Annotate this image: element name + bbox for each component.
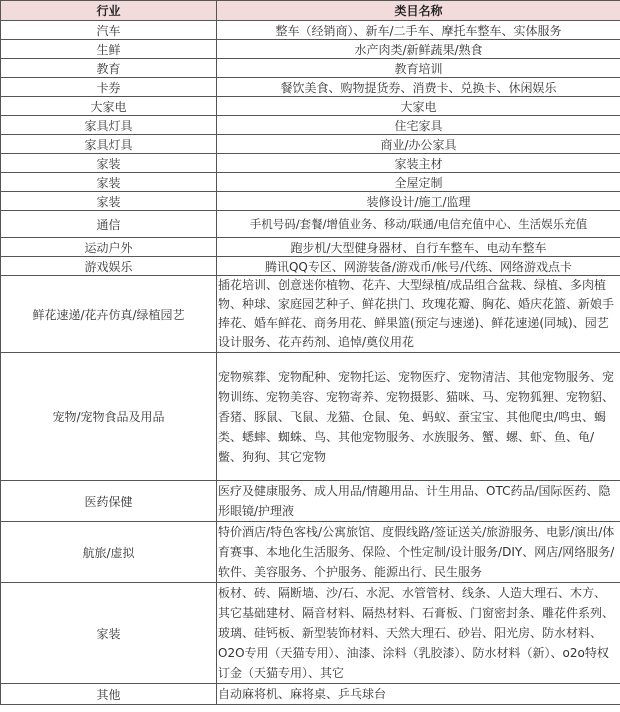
category-cell: 自动麻将机、麻将桌、乒乓球台 — [217, 684, 620, 705]
category-cell: 手机号码/套餐/增值业务、移动/联通/电信充值中心、生活娱乐充值 — [217, 211, 620, 238]
industry-cell: 家装 — [1, 583, 217, 684]
table-row — [1, 684, 620, 705]
table-row — [1, 353, 620, 481]
category-cell: 餐饮美食、购物提货券、消费卡、兑换卡、休闲娱乐 — [217, 78, 620, 97]
table-row — [1, 154, 620, 173]
industry-cell: 家装 — [1, 154, 217, 173]
category-cell: 教育培训 — [217, 59, 620, 78]
category-cell: 家装主材 — [217, 154, 620, 173]
industry-cell: 家装 — [1, 192, 217, 211]
table-row — [1, 257, 620, 276]
table-row — [1, 192, 620, 211]
header-category: 类目名称 — [217, 1, 620, 21]
industry-cell: 运动户外 — [1, 238, 217, 257]
industry-cell: 通信 — [1, 211, 217, 238]
category-cell: 整车（经销商）、新车/二手车、摩托车整车、实体服务 — [217, 21, 620, 40]
industry-cell: 汽车 — [1, 21, 217, 40]
industry-cell: 家具灯具 — [1, 135, 217, 154]
table-row — [1, 238, 620, 257]
category-cell: 水产肉类/新鲜蔬果/熟食 — [217, 40, 620, 59]
industry-cell: 鲜花速递/花卉仿真/绿植园艺 — [1, 276, 217, 353]
category-cell: 大家电 — [217, 97, 620, 116]
table-row — [1, 276, 620, 353]
industry-cell: 游戏娱乐 — [1, 257, 217, 276]
category-cell: 腾讯QQ专区、网游装备/游戏币/帐号/代练、网络游戏点卡 — [217, 257, 620, 276]
category-cell: 商业/办公家具 — [217, 135, 620, 154]
industry-cell: 宠物/宠物食品及用品 — [1, 353, 217, 481]
table-row — [1, 97, 620, 116]
table-row — [1, 173, 620, 192]
category-cell: 宠物殡葬、宠物配种、宠物托运、宠物医疗、宠物清洁、其他宠物服务、宠物训练、宠物美容、宠物寄养、宠物摄影、猫咪、马、宠物狐狸、宠物貂、香猪、豚鼠、飞鼠、龙猫、仓鼠、兔、蚂蚁、蚕宝宝、其他爬虫/鸣虫、蝎类、蟋蟀、蜘蛛、鸟、其他宠物服务、水族服务、蟹、螺、虾、鱼、龟/鳖、狗狗、其它宠物 — [217, 353, 620, 481]
category-cell: 全屋定制 — [217, 173, 620, 192]
category-cell: 板材、砖、隔断墙、沙/石、水泥、水管管材、线条、人造大理石、木方、其它基础建材、隔音材料、隔热材料、石膏板、门窗密封条、雕花件系列、玻璃、硅钙板、新型装饰材料、天然大理石、砂岩、阳光房、防水材料、O2O专用（天猫专用）、油漆、涂料（乳胶漆）、防水材料（新）、o2o特权订金（天猫专用）、其它 — [217, 583, 620, 684]
table-row — [1, 40, 620, 59]
table-row — [1, 211, 620, 238]
industry-cell: 教育 — [1, 59, 217, 78]
category-cell: 医疗及健康服务、成人用品/情趣用品、计生用品、OTC药品/国际医药、隐形眼镜/护理液 — [217, 481, 620, 522]
industry-cell: 航旅/虚拟 — [1, 522, 217, 583]
table-row — [1, 583, 620, 684]
industry-cell: 生鲜 — [1, 40, 217, 59]
industry-cell: 大家电 — [1, 97, 217, 116]
category-cell: 跑步机/大型健身器材、自行车整车、电动车整车 — [217, 238, 620, 257]
industry-cell: 其他 — [1, 684, 217, 705]
table-row — [1, 21, 620, 40]
industry-cell: 医药保健 — [1, 481, 217, 522]
table-row — [1, 481, 620, 522]
category-cell: 装修设计/施工/监理 — [217, 192, 620, 211]
industry-cell: 卡券 — [1, 78, 217, 97]
industry-cell: 家装 — [1, 173, 217, 192]
table-row — [1, 78, 620, 97]
category-cell: 住宅家具 — [217, 116, 620, 135]
table-row — [1, 59, 620, 78]
table-row — [1, 522, 620, 583]
category-cell: 特价酒店/特色客栈/公寓旅馆、度假线路/签证送关/旅游服务、电影/演出/体育赛事、本地化生活服务、保险、个性定制/设计服务/DIY、网店/网络服务/软件、美容服务、个护服务、能源出行、民生服务 — [217, 522, 620, 583]
table-row — [1, 135, 620, 154]
header-row — [1, 1, 620, 21]
category-cell: 插花培训、创意迷你植物、花卉、大型绿植/成品组合盆栽、绿植、多肉植物、种球、家庭园艺种子、鲜花拱门、玫瑰花瓣、胸花、婚庆花篮、新娘手捧花、婚车鲜花、商务用花、鲜果篮(预定与速递)、鲜花速递(同城)、园艺设计服务、花卉药剂、追悼/奠仪用花 — [217, 276, 620, 353]
industry-cell: 家具灯具 — [1, 116, 217, 135]
table-row — [1, 116, 620, 135]
header-industry: 行业 — [1, 1, 217, 21]
